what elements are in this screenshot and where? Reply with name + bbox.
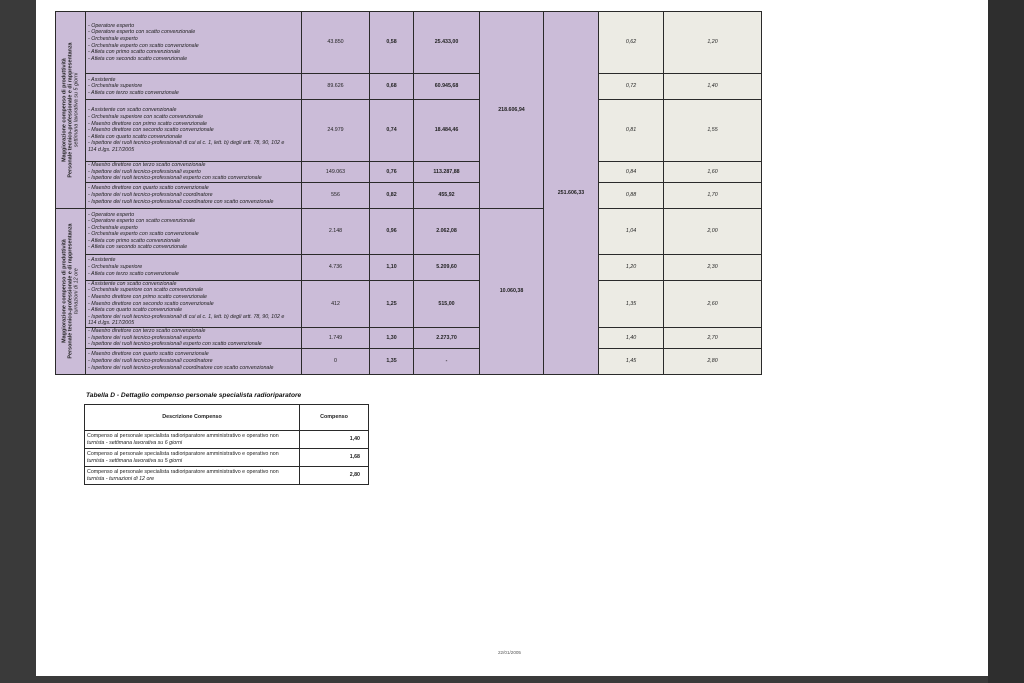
role-line: - Assistente con scatto convenzionale <box>88 280 177 287</box>
rate-old-value: 0,62 <box>599 12 664 74</box>
role-line: 114 d.lgs. 217/2005 <box>88 146 135 153</box>
document-page <box>36 0 988 676</box>
role-line: - Orchestrale superiore <box>88 83 143 90</box>
grand-total: 251.606,33 <box>544 12 599 375</box>
rate-value: 1,25 <box>370 280 414 327</box>
rate-value: 0,82 <box>370 182 414 208</box>
role-line: - Maestro direttore con secondo scatto convenzionale <box>88 300 214 307</box>
role-line: - Atleta con quarto scatto convenzionale <box>88 307 183 314</box>
rate-new-value: 2,00 <box>664 208 762 254</box>
role-line: - Ispettore dei ruoli tecnico-professionali coordinatore con scatto convenzionale <box>88 198 274 205</box>
role-line: - Orchestrale esperto <box>88 224 138 231</box>
role-line: - Orchestrale superiore con scatto convenzionale <box>88 114 204 121</box>
group-total: 218.606,94 <box>480 12 544 209</box>
rate-value: 0,68 <box>370 74 414 100</box>
headcount-value: 43.850 <box>302 12 370 74</box>
tabella-d-value: 2,80 <box>300 467 369 485</box>
rate-value: 1,30 <box>370 327 414 348</box>
tabella-d-desc-line: Compenso al personale specialista radioriparatore amministrativo e operativo non <box>87 468 279 475</box>
tabella-d-desc <box>85 431 300 449</box>
rate-value: 0,76 <box>370 162 414 183</box>
group-title-line: turnazioni di 12 ore <box>73 268 80 315</box>
rate-value: 0,96 <box>370 208 414 254</box>
rate-new-value: 2,30 <box>664 254 762 280</box>
tabella-d-desc-line: turnista - settimana lavorativa su 5 giorni <box>87 457 183 464</box>
role-line: - Ispettore dei ruoli tecnico-professionali coordinatore con scatto convenzionale <box>88 364 274 371</box>
role-line: - Orchestrale esperto con scatto convenzionale <box>88 42 199 49</box>
rate-old-value: 1,40 <box>599 327 664 348</box>
role-description <box>86 100 302 162</box>
role-description <box>86 12 302 74</box>
amount-value: 2.273,70 <box>414 327 480 348</box>
group-title-line: Personale tecnico-professionale e di rappresentanza <box>67 223 74 359</box>
headcount-value: 89.626 <box>302 74 370 100</box>
tabella-d-desc <box>85 449 300 467</box>
tabella-d-desc-line: turnista - turnazioni di 12 ore <box>87 475 155 482</box>
table-row <box>56 74 762 100</box>
role-line: - Operatore esperto <box>88 211 135 218</box>
headcount-value: 556 <box>302 182 370 208</box>
amount-value: 455,92 <box>414 182 480 208</box>
rate-old-value: 1,20 <box>599 254 664 280</box>
headcount-value: 24.979 <box>302 100 370 162</box>
rate-old-value: 0,81 <box>599 100 664 162</box>
table-row <box>56 254 762 280</box>
headcount-value: 412 <box>302 280 370 327</box>
role-line: - Atleta con terzo scatto convenzionale <box>88 89 179 96</box>
tabella-d-row <box>85 467 369 485</box>
group-title-line: Maggiorazione compenso di produttività <box>61 239 68 344</box>
amount-value: 2.062,08 <box>414 208 480 254</box>
role-line: - Atleta con primo scatto convenzionale <box>88 49 181 56</box>
rate-value: 0,58 <box>370 12 414 74</box>
table-row <box>56 162 762 183</box>
group-title-line: Maggiorazione compenso di produttività <box>61 58 68 162</box>
rate-new-value: 2,80 <box>664 348 762 374</box>
tabella-d-header-desc: Descrizione Compenso <box>85 405 300 431</box>
tabella-d-title: Tabella D - Dettaglio compenso personale specialista radioriparatore <box>86 392 302 399</box>
rate-value: 1,35 <box>370 348 414 374</box>
headcount-value: 2.148 <box>302 208 370 254</box>
amount-value: 25.433,00 <box>414 12 480 74</box>
role-description <box>86 280 302 327</box>
tabella-d-desc-line: Compenso al personale specialista radioriparatore amministrativo e operativo non <box>87 432 279 439</box>
role-line: - Ispettore dei ruoli tecnico-professionali di cui al c. 1, lett. b) degli artt. 78, 90, 102 e <box>88 140 285 147</box>
role-line: - Maestro direttore con terzo scatto convenzionale <box>88 327 206 334</box>
tabella-d-row <box>85 431 369 449</box>
headcount-value: 1.749 <box>302 327 370 348</box>
role-line: - Ispettore dei ruoli tecnico-professionali esperto con scatto convenzionale <box>88 341 262 348</box>
table-row <box>56 12 762 74</box>
rate-new-value: 1,70 <box>664 182 762 208</box>
role-line: - Operatore esperto con scatto convenzionale <box>88 218 196 225</box>
tabella-d-value: 1,68 <box>300 449 369 467</box>
role-description <box>86 348 302 374</box>
group-title-cell <box>56 208 86 374</box>
rate-old-value: 1,04 <box>599 208 664 254</box>
role-line: - Ispettore dei ruoli tecnico-professionali di cui al c. 1, lett. b) degli artt. 78, 90, 102 e <box>88 313 285 320</box>
tabella-d <box>84 404 369 485</box>
headcount-value: 149.063 <box>302 162 370 183</box>
role-description <box>86 327 302 348</box>
compensation-table <box>55 11 762 375</box>
rate-old-value: 0,84 <box>599 162 664 183</box>
page-footer-date: 22/01/2005 <box>498 650 521 655</box>
rate-value: 0,74 <box>370 100 414 162</box>
tabella-d-desc-line: Compenso al personale specialista radioriparatore amministrativo e operativo non <box>87 450 279 457</box>
role-line: - Orchestrale superiore con scatto convenzionale <box>88 287 204 294</box>
amount-value: 5.209,60 <box>414 254 480 280</box>
table-row <box>56 100 762 162</box>
rate-new-value: 2,60 <box>664 280 762 327</box>
role-line: - Ispettore dei ruoli tecnico-professionali esperto <box>88 168 201 175</box>
role-line: - Maestro direttore con quarto scatto convenzionale <box>88 351 209 358</box>
role-line: - Ispettore dei ruoli tecnico-professionali esperto <box>88 334 201 341</box>
role-line: - Maestro direttore con primo scatto convenzionale <box>88 120 207 127</box>
role-line: - Orchestrale superiore <box>88 263 143 270</box>
rate-old-value: 1,35 <box>599 280 664 327</box>
table-row <box>56 327 762 348</box>
group-title-line: Personale tecnico-professionale e di rappresentanza <box>67 42 74 178</box>
headcount-value: 0 <box>302 348 370 374</box>
table-row <box>56 182 762 208</box>
tabella-d-desc <box>85 467 300 485</box>
role-description <box>86 254 302 280</box>
role-line: - Ispettore dei ruoli tecnico-professionali coordinatore <box>88 191 213 198</box>
tabella-d-header-value: Compenso <box>300 405 369 431</box>
role-line: - Assistente <box>88 76 116 83</box>
role-line: - Operatore esperto con scatto convenzionale <box>88 29 196 36</box>
viewer-right-margin <box>988 0 1024 683</box>
role-line: - Atleta con quarto scatto convenzionale <box>88 133 183 140</box>
role-line: - Orchestrale esperto <box>88 35 138 42</box>
amount-value: 60.945,68 <box>414 74 480 100</box>
group-title-cell <box>56 12 86 209</box>
rate-new-value: 1,20 <box>664 12 762 74</box>
role-description <box>86 74 302 100</box>
role-description <box>86 208 302 254</box>
rate-new-value: 1,40 <box>664 74 762 100</box>
tabella-d-header-row <box>85 405 369 431</box>
amount-value: 18.484,46 <box>414 100 480 162</box>
role-line: - Atleta con secondo scatto convenzionale <box>88 244 188 251</box>
role-line: - Ispettore dei ruoli tecnico-professionali coordinatore <box>88 357 213 364</box>
role-line: - Maestro direttore con terzo scatto convenzionale <box>88 162 206 168</box>
amount-value: 113.287,88 <box>414 162 480 183</box>
rate-old-value: 0,88 <box>599 182 664 208</box>
tabella-d-value: 1,40 <box>300 431 369 449</box>
table-row <box>56 348 762 374</box>
rate-new-value: 1,60 <box>664 162 762 183</box>
table-row <box>56 280 762 327</box>
group-title-line: settimana lavorativa su 5 giorni <box>73 72 80 148</box>
role-line: - Maestro direttore con quarto scatto convenzionale <box>88 185 209 192</box>
role-line: - Ispettore dei ruoli tecnico-professionali esperto con scatto convenzionale <box>88 175 262 182</box>
group-total: 10.060,38 <box>480 208 544 374</box>
tabella-d-desc-line: turnista - settimana lavorativa su 6 giorni <box>87 439 183 446</box>
role-line: 114 d.lgs. 217/2005 <box>88 320 135 327</box>
role-line: - Maestro direttore con primo scatto convenzionale <box>88 293 207 300</box>
amount-value: 515,00 <box>414 280 480 327</box>
rate-value: 1,10 <box>370 254 414 280</box>
rate-old-value: 1,45 <box>599 348 664 374</box>
role-description <box>86 182 302 208</box>
table-row <box>56 208 762 254</box>
role-line: - Atleta con primo scatto convenzionale <box>88 237 181 244</box>
role-line: - Assistente <box>88 257 116 264</box>
rate-old-value: 0,72 <box>599 74 664 100</box>
role-line: - Atleta con terzo scatto convenzionale <box>88 270 179 277</box>
role-line: - Assistente con scatto convenzionale <box>88 107 177 114</box>
role-line: - Orchestrale esperto con scatto convenzionale <box>88 231 199 238</box>
tabella-d-row <box>85 449 369 467</box>
rate-new-value: 2,70 <box>664 327 762 348</box>
role-description <box>86 162 302 183</box>
amount-value: - <box>414 348 480 374</box>
rate-new-value: 1,55 <box>664 100 762 162</box>
headcount-value: 4.736 <box>302 254 370 280</box>
role-line: - Atleta con secondo scatto convenzionale <box>88 55 188 62</box>
role-line: - Operatore esperto <box>88 22 135 29</box>
role-line: - Maestro direttore con secondo scatto convenzionale <box>88 127 214 134</box>
